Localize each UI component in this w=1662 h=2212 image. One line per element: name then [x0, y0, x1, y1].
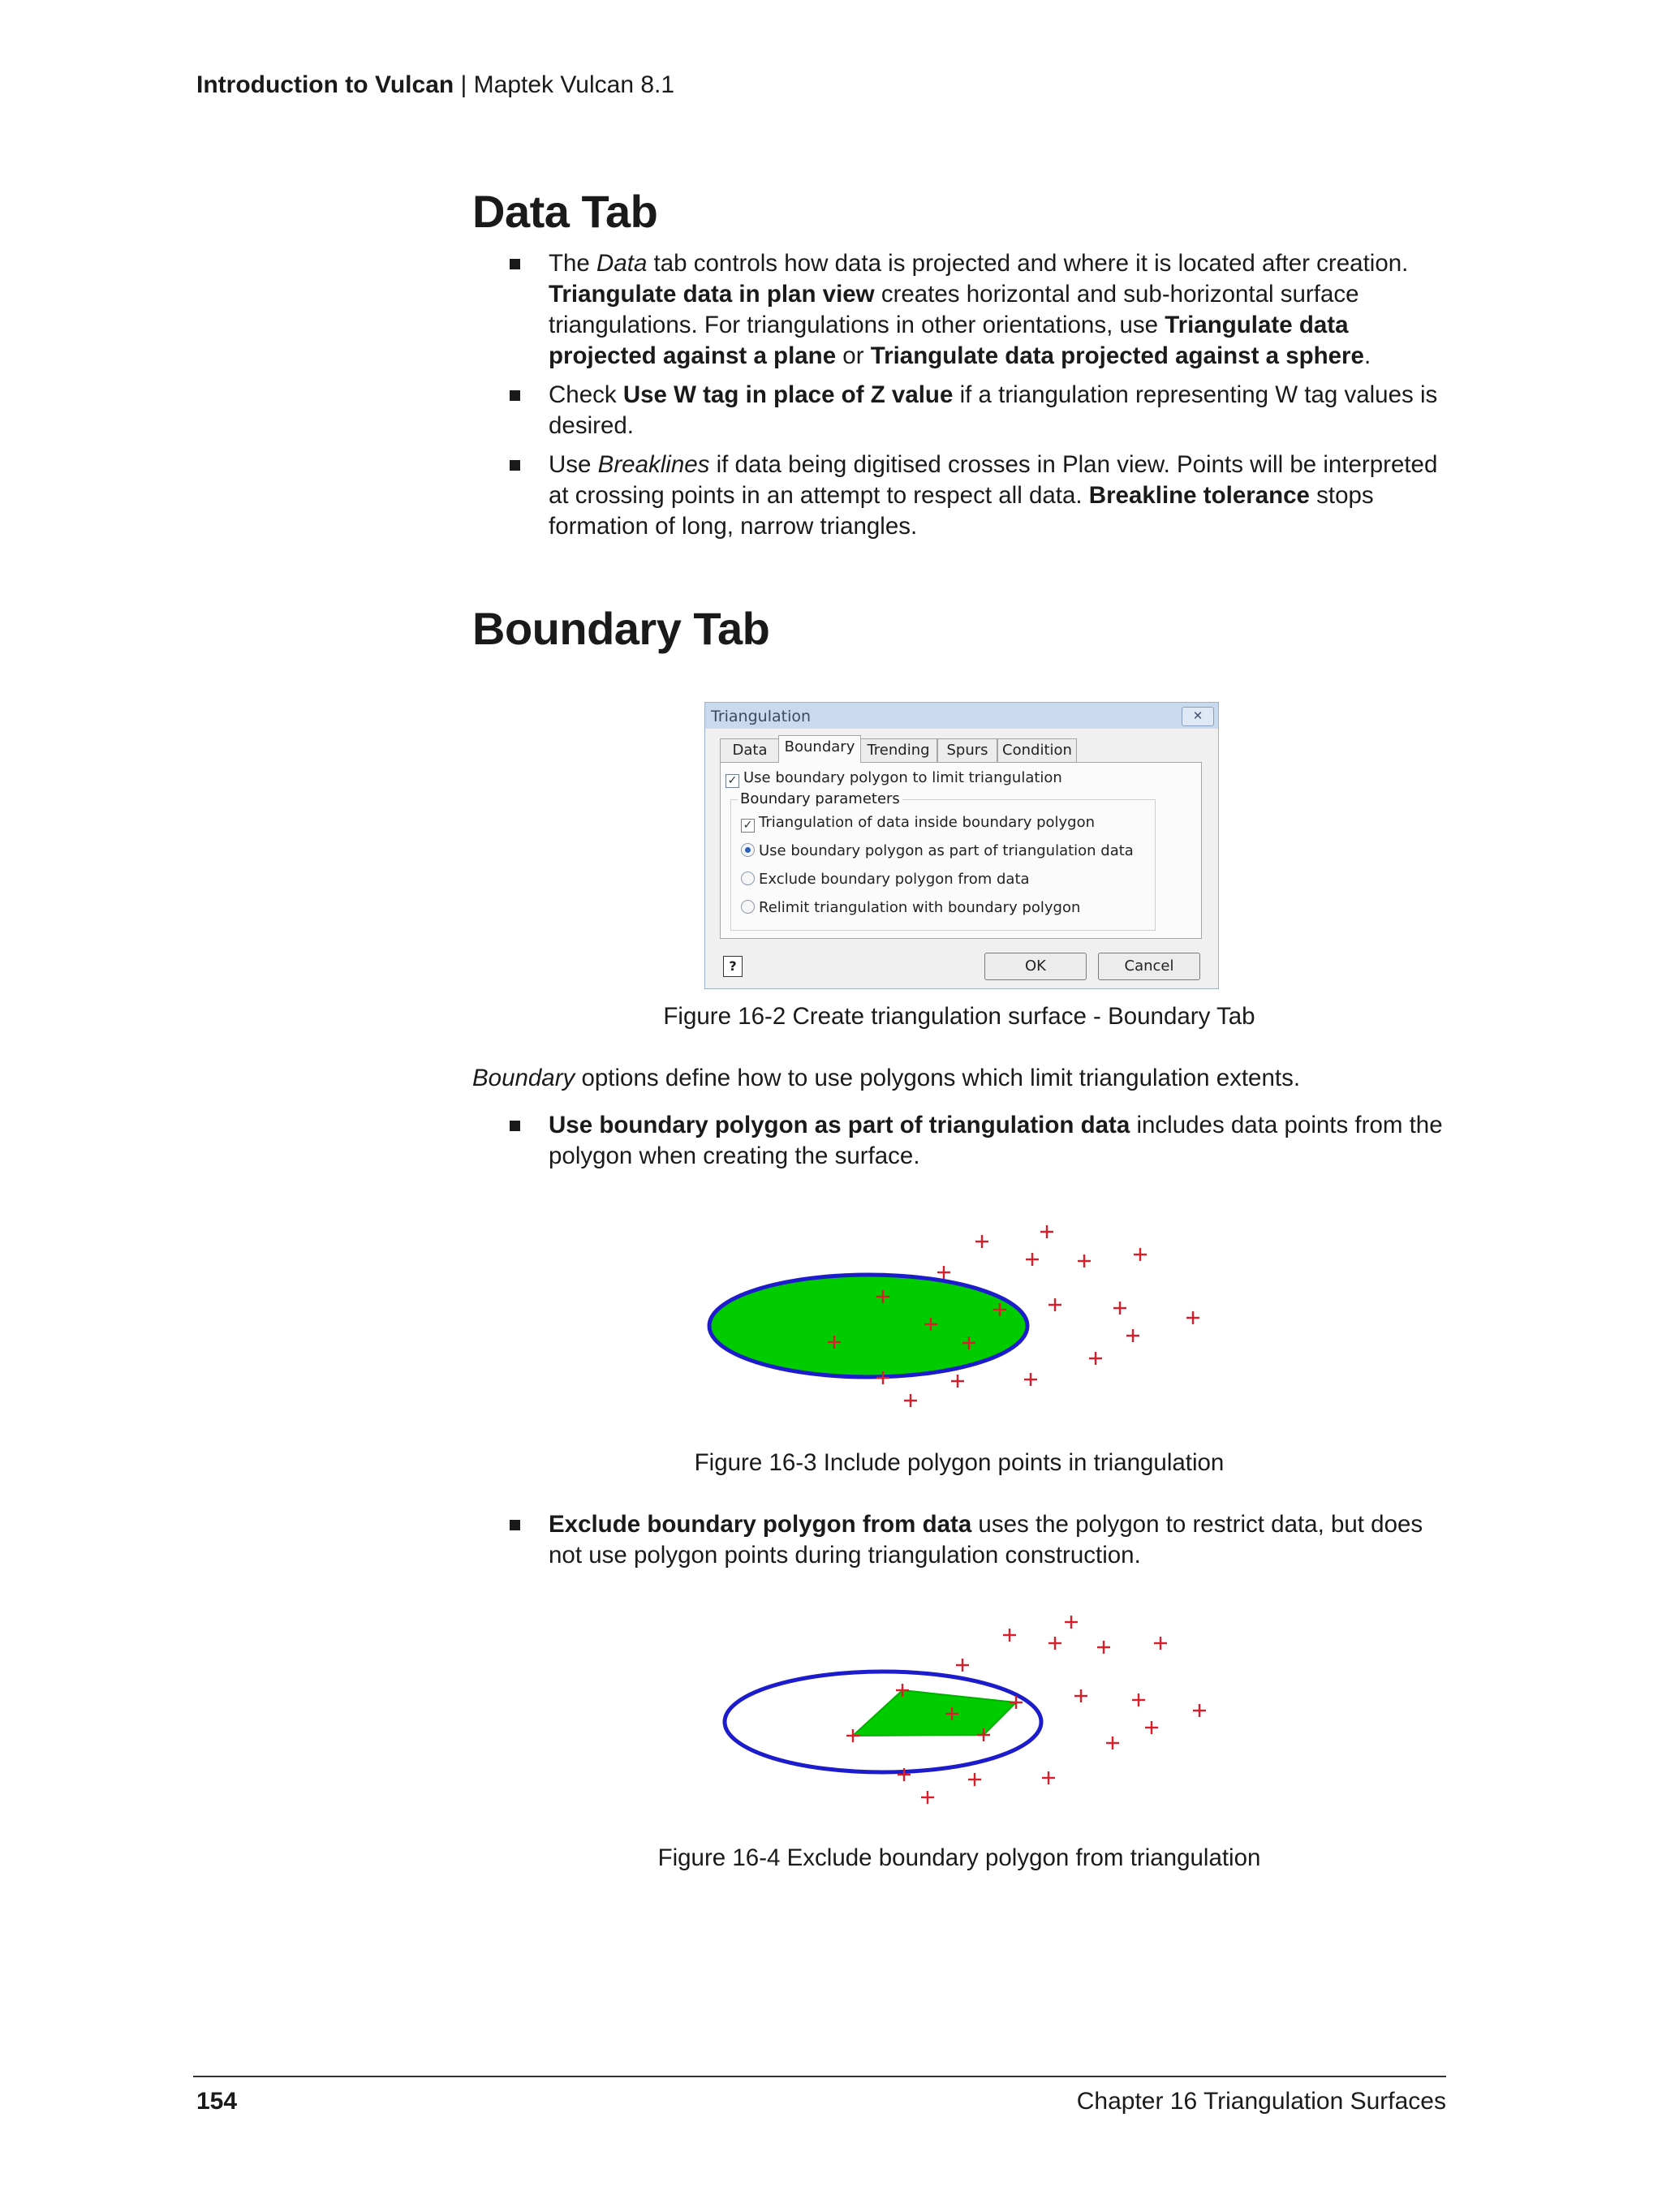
triangulated-surface [853, 1690, 1016, 1736]
boundary-tab-panel [720, 762, 1202, 939]
point-marker-icon [1132, 1693, 1145, 1706]
point-marker-icon [1065, 1616, 1078, 1629]
text: or [836, 342, 871, 369]
point-marker-icon [1089, 1352, 1102, 1365]
radio-label: Exclude boundary polygon from data [759, 871, 1030, 888]
bullet-square-icon [510, 1121, 520, 1131]
figure-16-4-caption: Figure 16-4 Exclude boundary polygon from triangulation [657, 1844, 1261, 1871]
radio-exclude-polygon[interactable] [741, 871, 1030, 888]
bullet-square-icon [510, 390, 520, 401]
radio-selected-icon[interactable] [741, 843, 755, 857]
bullet-breaklines [510, 450, 1459, 542]
point-marker-icon [1048, 1298, 1061, 1311]
point-marker-icon [1097, 1641, 1110, 1654]
text-italic: Data [596, 250, 648, 277]
text-bold: Use boundary polygon as part of triangulation data [549, 1112, 1130, 1138]
figure-16-3-caption: Figure 16-3 Include polygon points in triangulation [694, 1449, 1225, 1476]
radio-label: Use boundary polygon as part of triangulation data [759, 842, 1134, 859]
text: stops formation of long, narrow triangles. [549, 482, 1374, 540]
text: if data being digitised crosses in Plan view. Points will be interpreted at crossing points in an attempt to respect all data. [549, 451, 1438, 509]
text: The [549, 250, 597, 277]
tab-data[interactable]: Data [720, 738, 780, 762]
text-bold: Use W tag in place of Z value [622, 381, 954, 408]
radio-relimit[interactable] [741, 899, 1080, 916]
page-number: 154 [196, 2088, 238, 2115]
bullet-include-polygon [510, 1110, 1459, 1172]
figure-16-4-diagram [698, 1603, 1234, 1830]
bullet-data-projection [510, 248, 1459, 372]
use-boundary-label: Use boundary polygon to limit triangulation [743, 769, 1062, 786]
bullet-square-icon [510, 1520, 520, 1530]
boundary-tab-heading: Boundary Tab [472, 603, 770, 654]
bullet-square-icon [510, 460, 520, 471]
inside-polygon-label: Triangulation of data inside boundary polygon [759, 814, 1096, 831]
text-bold: Exclude boundary polygon from data [549, 1511, 972, 1538]
point-marker-icon [1026, 1253, 1039, 1266]
radio-empty-icon[interactable] [741, 900, 755, 914]
radio-empty-icon[interactable] [741, 871, 755, 885]
boundary-intro [472, 1063, 1462, 1094]
text: uses the polygon to restrict data, but does not use polygon points during triangulation construction. [549, 1511, 1423, 1569]
header-subtitle: Maptek Vulcan 8.1 [473, 71, 675, 98]
text: tab controls how data is projected and where it is located after creation. [647, 250, 1409, 277]
point-marker-icon [968, 1773, 981, 1786]
bullet-exclude-polygon [510, 1509, 1459, 1571]
tab-boundary[interactable]: Boundary [778, 735, 861, 763]
text-bold: Triangulate data projected against a sphere [870, 342, 1364, 369]
header-title: Introduction to Vulcan [196, 71, 454, 98]
text-italic: Boundary [472, 1065, 575, 1091]
chapter-title: Chapter 16 Triangulation Surfaces [1076, 2088, 1446, 2115]
help-icon[interactable]: ? [723, 956, 743, 977]
dialog-title: Triangulation [711, 708, 812, 725]
point-marker-icon [1042, 1771, 1055, 1784]
exclude-bullet-list [510, 1509, 1459, 1579]
checkbox-checked-icon[interactable]: ✓ [741, 819, 755, 833]
text: creates horizontal and sub-horizontal surface triangulations. For triangulations in other orientations, use [549, 281, 1359, 338]
use-boundary-checkbox-row[interactable] [726, 769, 1062, 788]
point-marker-icon [1145, 1721, 1158, 1734]
point-marker-icon [975, 1235, 988, 1248]
close-icon[interactable]: ✕ [1182, 707, 1214, 726]
point-marker-icon [1078, 1254, 1091, 1267]
text: if a triangulation representing W tag values is desired. [549, 381, 1438, 439]
point-marker-icon [1193, 1704, 1206, 1717]
point-marker-icon [1113, 1302, 1126, 1315]
header-separator: | [454, 71, 474, 98]
tab-spurs[interactable]: Spurs [937, 738, 997, 762]
running-header [196, 71, 674, 99]
boundary-parameters-group [730, 790, 1156, 931]
point-marker-icon [1126, 1329, 1139, 1342]
point-marker-icon [1154, 1637, 1167, 1650]
text: . [1363, 342, 1371, 369]
point-marker-icon [937, 1266, 950, 1279]
checkbox-checked-icon[interactable]: ✓ [726, 774, 739, 788]
tab-condition[interactable]: Condition [997, 738, 1077, 762]
text-bold: Breakline tolerance [1088, 482, 1310, 509]
triangulation-dialog [704, 702, 1219, 989]
point-marker-icon [951, 1375, 964, 1388]
point-marker-icon [1106, 1736, 1119, 1749]
point-marker-icon [904, 1394, 917, 1407]
point-marker-icon [921, 1791, 934, 1804]
boundary-polygon-filled [709, 1275, 1027, 1377]
point-marker-icon [1048, 1637, 1061, 1650]
point-marker-icon [1003, 1629, 1016, 1642]
inside-polygon-checkbox-row[interactable] [741, 814, 1095, 833]
bullet-square-icon [510, 259, 520, 269]
bullet-w-tag [510, 380, 1459, 441]
text-bold: Triangulate data projected against a plane [549, 312, 1349, 369]
radio-label: Relimit triangulation with boundary polygon [759, 899, 1081, 916]
text: options define how to use polygons which limit triangulation extents. [575, 1065, 1301, 1091]
radio-use-polygon[interactable] [741, 842, 1134, 859]
include-bullet-list [510, 1110, 1459, 1180]
group-label: Boundary parameters [738, 790, 902, 807]
text: Use [549, 451, 598, 478]
point-marker-icon [1134, 1248, 1147, 1261]
point-marker-icon [1024, 1373, 1037, 1386]
point-marker-icon [1074, 1689, 1087, 1702]
cancel-button[interactable]: Cancel [1098, 953, 1200, 980]
text: includes data points from the polygon when creating the surface. [549, 1112, 1443, 1169]
point-marker-icon [1040, 1225, 1053, 1238]
tab-trending[interactable]: Trending [859, 738, 937, 762]
footer-divider [193, 2076, 1446, 2077]
data-tab-heading: Data Tab [472, 186, 658, 237]
figure-16-3-diagram [698, 1209, 1234, 1436]
text: Check [549, 381, 623, 408]
text-italic: Breaklines [597, 451, 710, 478]
ok-button[interactable]: OK [984, 953, 1087, 980]
dialog-titlebar [705, 703, 1218, 729]
data-tab-bullets [510, 248, 1459, 550]
point-marker-icon [1186, 1311, 1199, 1324]
point-marker-icon [956, 1659, 969, 1672]
figure-16-2-caption: Figure 16-2 Create triangulation surface - Boundary Tab [663, 1003, 1255, 1030]
text-bold: Triangulate data in plan view [549, 281, 875, 308]
